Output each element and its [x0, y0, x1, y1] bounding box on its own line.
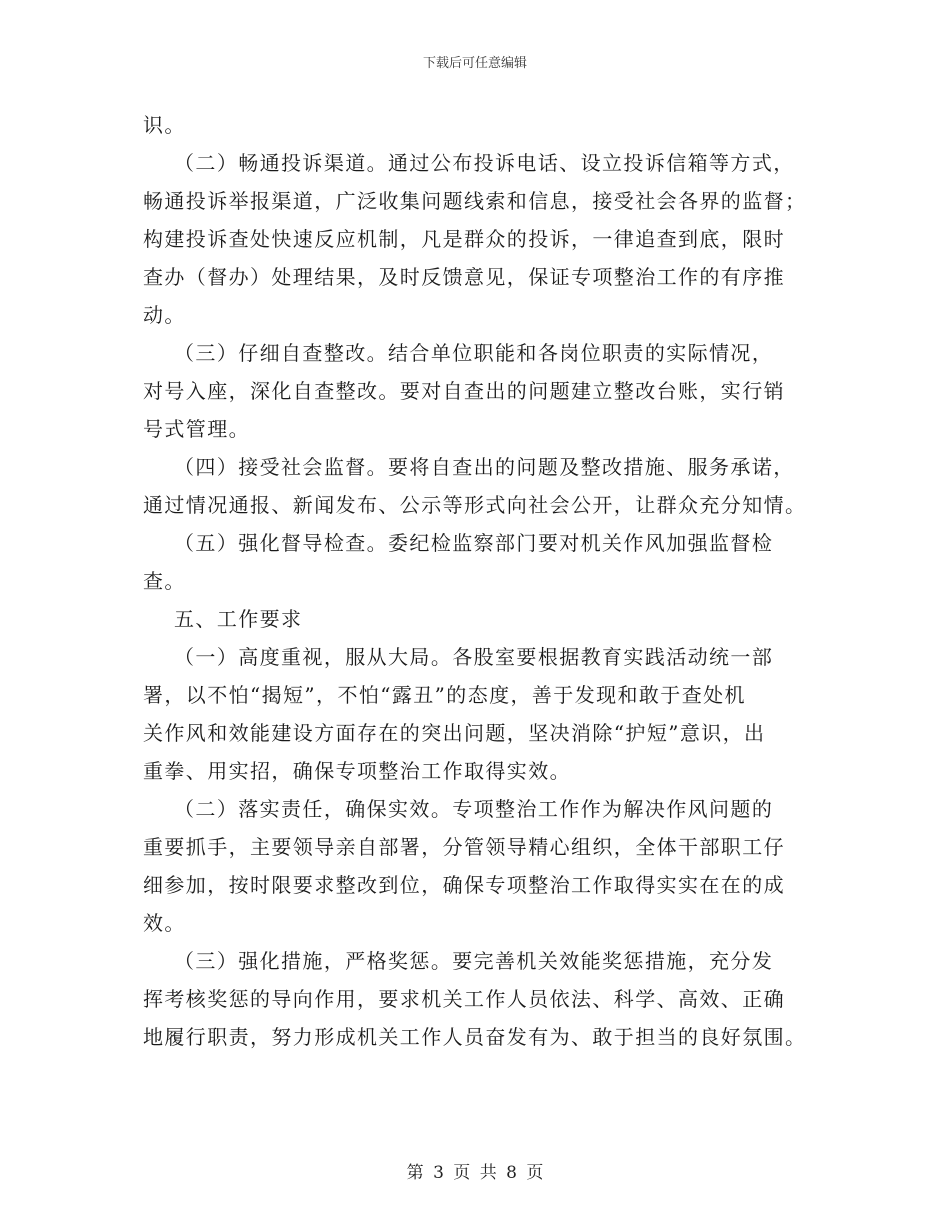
body-line: 对号入座，深化自查整改。要对自查出的问题建立整改台账，实行销	[143, 379, 785, 403]
body-line: 重拳、用实招，确保专项整治工作取得实效。	[143, 759, 571, 783]
section-heading: 五、工作要求	[143, 607, 303, 631]
body-line: （四）接受社会监督。要将自查出的问题及整改措施、服务承诺，	[143, 455, 795, 479]
body-line: 通过情况通报、新闻发布、公示等形式向社会公开，让群众充分知情。	[143, 493, 807, 517]
body-line: 识。	[143, 113, 186, 137]
body-line: 号式管理。	[143, 417, 250, 441]
body-line: （三）仔细自查整改。结合单位职能和各岗位职责的实际情况，	[143, 341, 774, 365]
body-line: 地履行职责，努力形成机关工作人员奋发有为、敢于担当的良好氛围。	[143, 1025, 807, 1049]
body-line: 署，以不怕“揭短”，不怕“露丑”的态度，善于发现和敢于查处机	[143, 683, 746, 707]
body-line: （二）畅通投诉渠道。通过公布投诉电话、设立投诉信箱等方式，	[143, 151, 795, 175]
document-body	[143, 106, 811, 1056]
body-line: 关作风和效能建设方面存在的突出问题，坚决消除“护短”意识，出	[143, 721, 766, 745]
body-line: 畅通投诉举报渠道，广泛收集问题线索和信息，接受社会各界的监督；	[143, 189, 807, 213]
body-line: （三）强化措施，严格奖惩。要完善机关效能奖惩措施，充分发	[143, 949, 774, 973]
body-line: 重要抓手，主要领导亲自部署，分管领导精心组织，全体干部职工仔	[143, 835, 785, 859]
page-header: 下载后可任意编辑	[422, 56, 527, 71]
body-line: （一）高度重视，服从大局。各股室要根据教育实践活动统一部	[143, 645, 774, 669]
body-line: 挥考核奖惩的导向作用，要求机关工作人员依法、科学、高效、正确	[143, 987, 785, 1011]
body-line: 动。	[143, 303, 186, 327]
body-line: 构建投诉查处快速反应机制，凡是群众的投诉，一律追查到底，限时	[143, 227, 785, 251]
body-line: 查办（督办）处理结果，及时反馈意见，保证专项整治工作的有序推	[143, 265, 785, 289]
body-line: 细参加，按时限要求整改到位，确保专项整治工作取得实实在在的成	[143, 873, 785, 897]
body-line: 查。	[143, 569, 186, 593]
body-line: （二）落实责任，确保实效。专项整治工作作为解决作风问题的	[143, 797, 774, 821]
body-line: （五）强化督导检查。委纪检监察部门要对机关作风加强监督检	[143, 531, 774, 555]
body-line: 效。	[143, 911, 186, 935]
page-number: 第 3 页 共 8 页	[406, 1163, 544, 1183]
